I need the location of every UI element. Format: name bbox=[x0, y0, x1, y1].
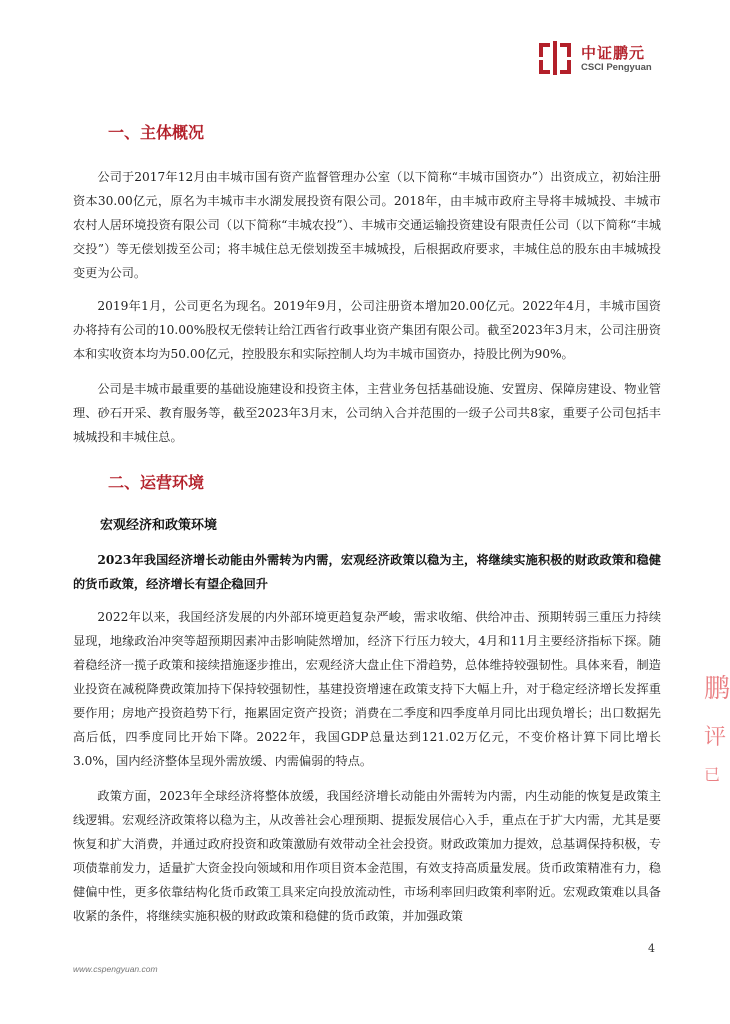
company-logo bbox=[537, 40, 687, 76]
section-title-overview: 一、主体概况 bbox=[108, 123, 205, 142]
page-number: 4 bbox=[648, 942, 655, 955]
logo-english-name: CSCI Pengyuan bbox=[581, 62, 652, 73]
paragraph-key-judgement: 2023年我国经济增长动能由外需转为内需，宏观经济政策以稳为主，将继续实施积极的财政政策和稳健的货币政策，经济增长有望企稳回升 bbox=[73, 553, 661, 591]
logo-mark-icon bbox=[537, 40, 573, 76]
section-title-operating-environment: 二、运营环境 bbox=[108, 473, 205, 492]
paragraph-economic-review: 2022年以来，我国经济发展的内外部环境更趋复杂严峻，需求收缩、供给冲击、预期转弱三重压力持续显现，地缘政治冲突等超预期因素冲击影响陡然增加，经济下行压力较大，4月和11月主要经济指标下探。随着稳经济一揽子政策和接续措施逐步推出，宏观经济大盘止住下滑趋势，总体维持较强韧性。具体来看，制造业投资在减税降费政策加持下保持较强韧性，基建投资增速在政策支持下大幅上升，对于稳定经济增长发挥重要作用；房地产投资趋势下行，拖累固定资产投资；消费在二季度和四季度单月同比出现负增长；出口数据先高后低，四季度同比开始下降。2022年，我国GDP总量达到121.02万亿元，不变价格计算下同比增长3.0%，国内经济整体呈现外需放缓、内需偏弱的特点。 bbox=[73, 610, 661, 768]
seal-fragment-top: 鹏 bbox=[704, 674, 730, 704]
logo-chinese-name: 中证鹏元 bbox=[581, 44, 646, 62]
footer-website: www.cspengyuan.com bbox=[73, 964, 158, 974]
paragraph-business-scope: 公司是丰城市最重要的基础设施建设和投资主体，主营业务包括基础设施、安置房、保障房建设、物业管理、砂石开采、教育服务等，截至2023年3月末，公司纳入合并范围的一级子公司共8家，重要子公司包括丰城城投和丰城住总。 bbox=[73, 382, 661, 444]
seal-fragment-middle: 评 bbox=[704, 725, 727, 750]
paragraph-establishment: 公司于2017年12月由丰城市国有资产监督管理办公室（以下简称“丰城市国资办”）出资成立，初始注册资本30.00亿元，原名为丰城市丰水湖发展投资有限公司。2018年，由丰城市政府主导将丰城城投、丰城市农村人居环境投资有限公司（以下简称“丰城农投”）、丰城市交通运输投资建设有限责任公司（以下简称“丰城交投”）等无偿划拨至公司；将丰城住总无偿划拨至丰城城投，后根据政府要求，丰城住总的股东由丰城城投变更为公司。 bbox=[73, 170, 661, 280]
paragraph-renaming: 2019年1月，公司更名为现名。2019年9月，公司注册资本增加20.00亿元。2022年4月，丰城市国资办将持有公司的10.00%股权无偿转让给江西省行政事业资产集团有限公司。截至2023年3月末，公司注册资本和实收资本均为50.00亿元，控股股东和实际控制人均为丰城市国资办，持股比例为90%。 bbox=[73, 299, 661, 361]
paragraph-policy-outlook: 政策方面，2023年全球经济将整体放缓，我国经济增长动能由外需转为内需，内生动能的恢复是政策主线逻辑。宏观经济政策将以稳为主，从改善社会心理预期、提振发展信心入手，重点在于扩大内需，尤其是要恢复和扩大消费，并通过政府投资和政策激励有效带动全社会投资。财政政策加力提效，总基调保持积极，专项债靠前发力，适量扩大资金投向领域和用作项目资本金范围，有效支持高质量发展。货币政策精准有力，稳健偏中性，更多依靠结构化货币政策工具来定向投放流动性，市场利率回归政策利率附近。宏观政策难以具备收紧的条件，将继续实施积极的财政政策和稳健的货币政策，并加强政策 bbox=[73, 789, 661, 923]
seal-fragment-bottom: 已 bbox=[704, 765, 721, 784]
subsection-title-macro-policy: 宏观经济和政策环境 bbox=[100, 518, 218, 533]
